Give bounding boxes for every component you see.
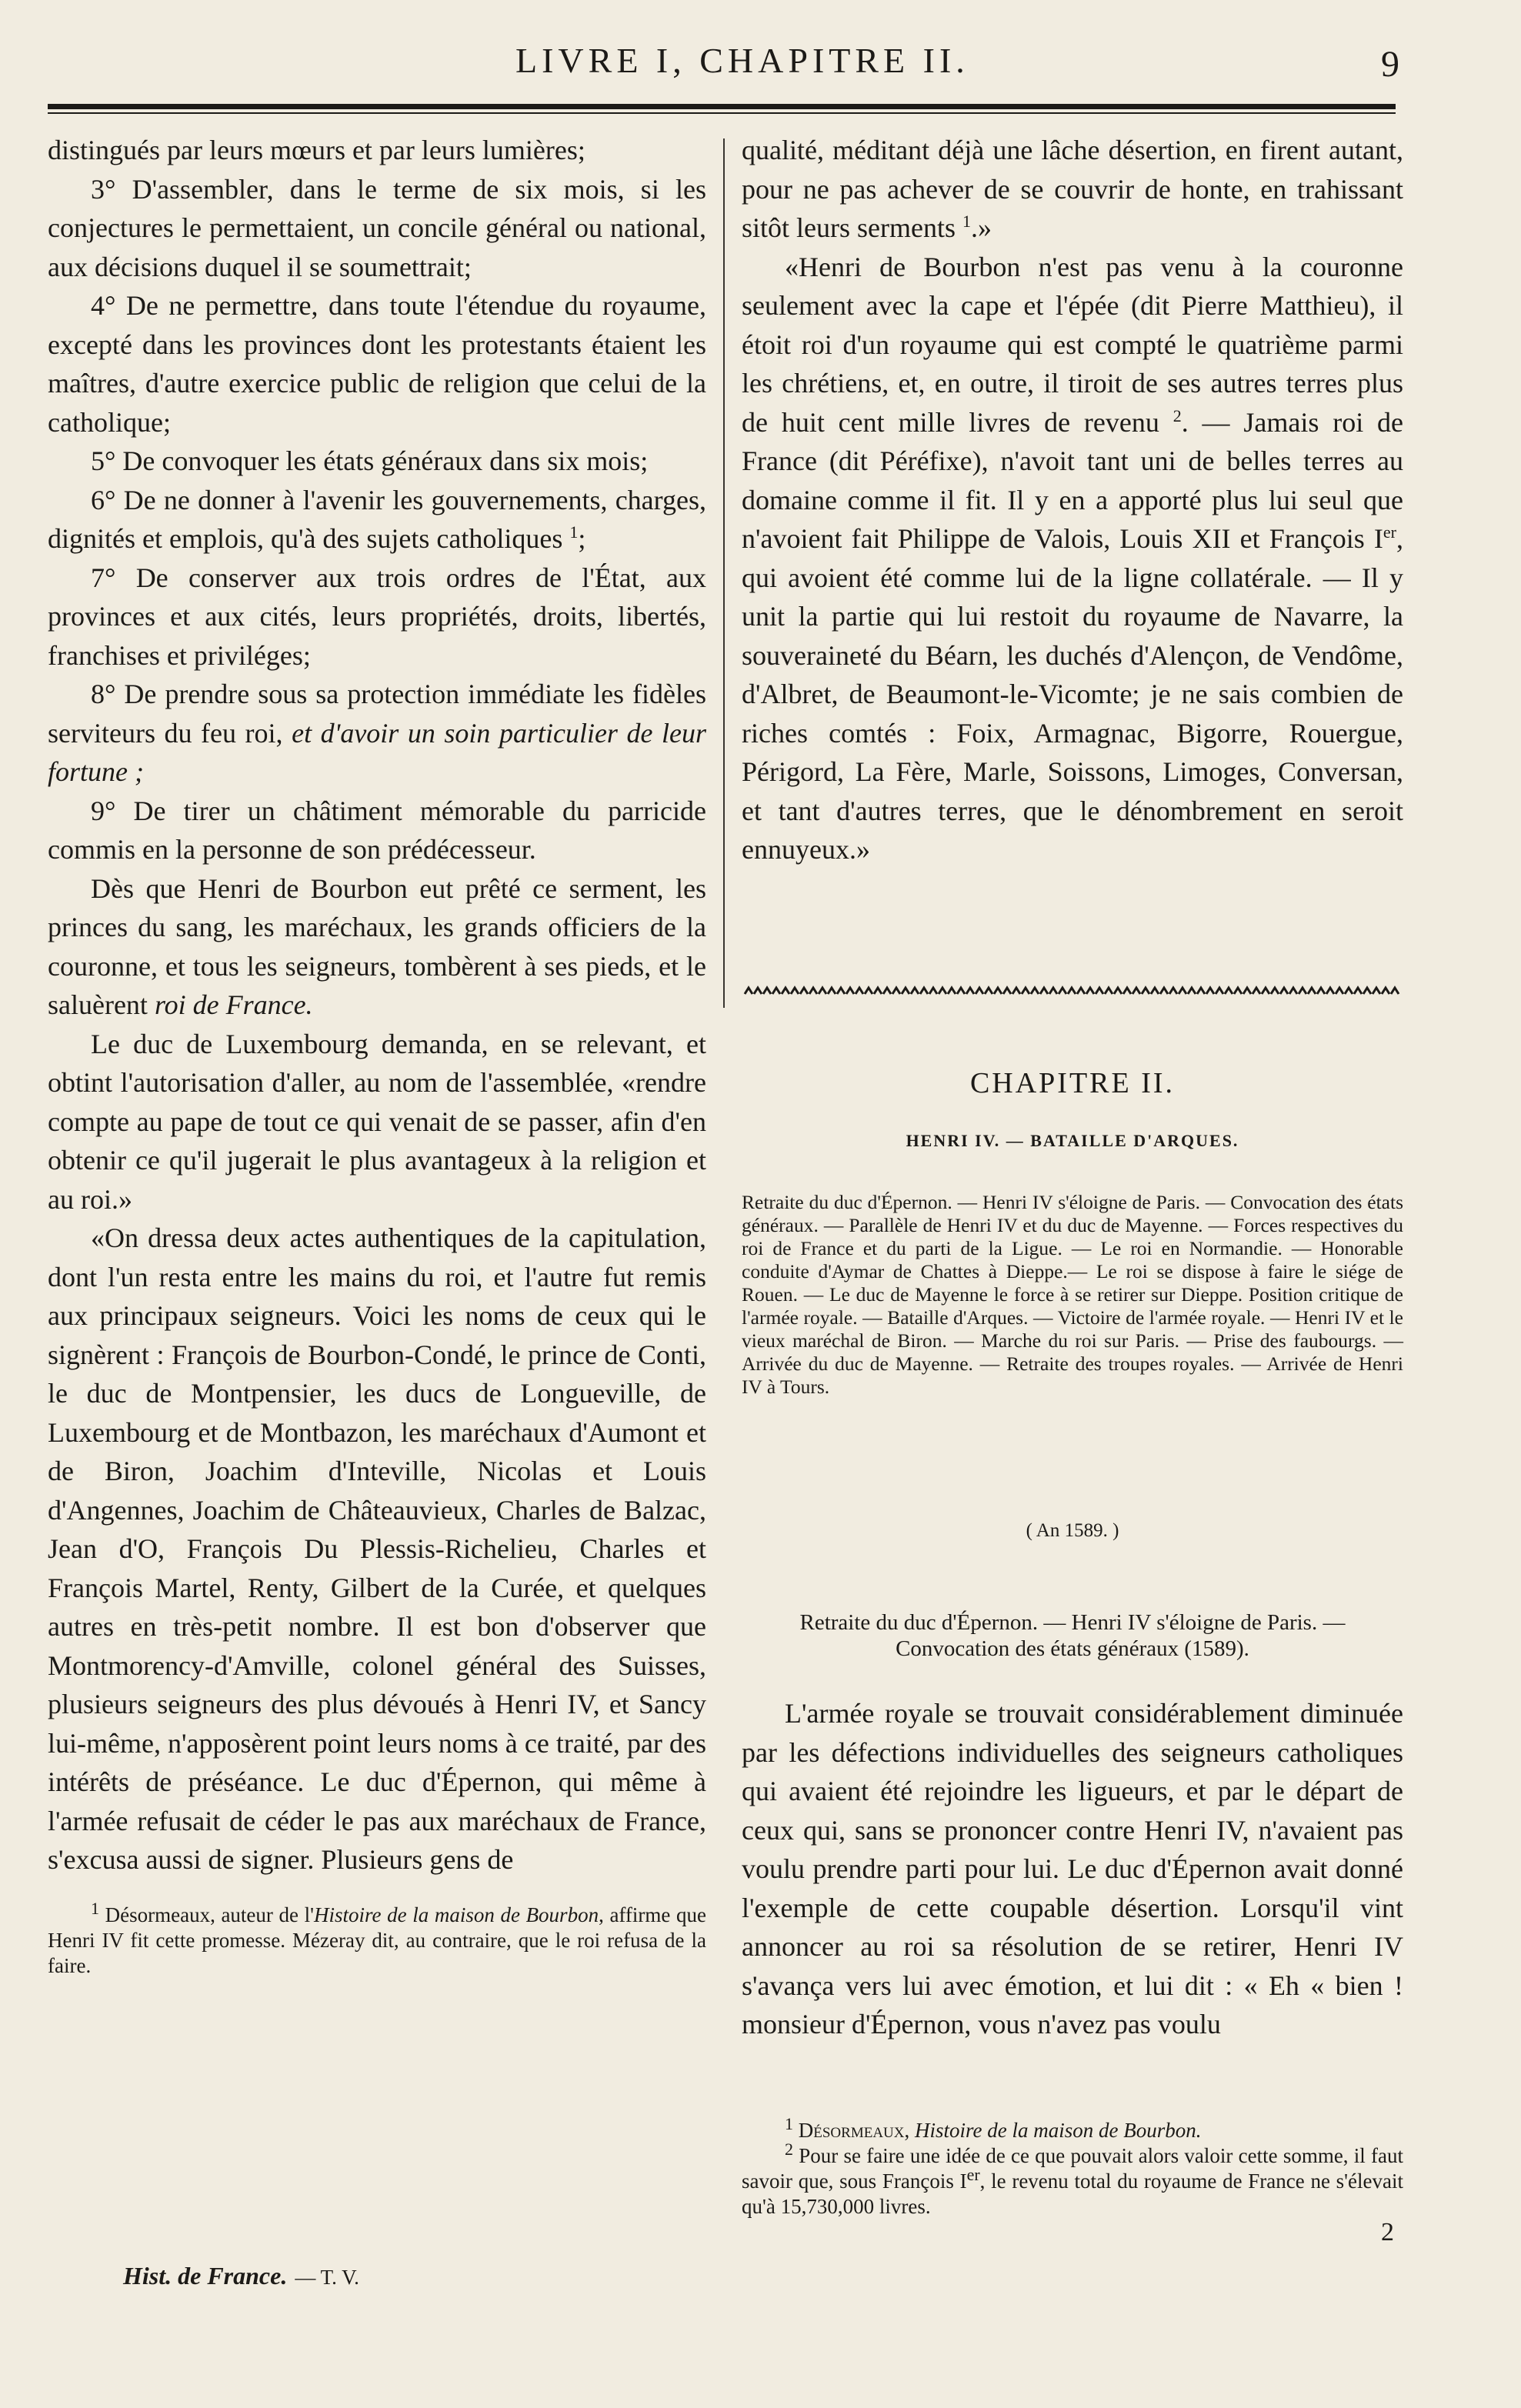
chapter-summary: Retraite du duc d'Épernon. — Henri IV s'éloigne de Paris. — Convocation des états généraux. — Parallèle de Henri IV et du duc de Mayenne. — Forces respectives du roi de France et du parti de la Ligue. — Le roi en Normandie. — Honorable conduite d'Aymar de Chattes à Dieppe.— Le roi se dispose à faire le siége de Rouen. — Le duc de Mayenne le force à se retirer sur Dieppe. Position critique de l'armée royale. — Bataille d'Arques. — Victoire de l'armée royale. — Henri IV et le vieux maréchal de Biron. — Marche du roi sur Paris. — Prise des faubourgs. — Arrivée du duc de Mayenne. — Retraite des troupes royales. — Arrivée de Henri IV à Tours.: [742, 1191, 1403, 1398]
ornament-mark: [920, 988, 928, 994]
ornament-mark: [1234, 988, 1242, 994]
ornament-mark: [1012, 988, 1020, 994]
footnote: [742, 2114, 1403, 2143]
left-column: [48, 131, 706, 1979]
ornament-mark: [1317, 988, 1325, 994]
ornament-mark: [837, 988, 845, 994]
paragraph-text: — Jamais roi de France (dit Péréfixe), n'avoit tant uni de belles terres au domaine comme il fit. Il y en a apporté plus lui seul que n'avoient fait Philippe de Valois, Louis XII et François I: [742, 406, 1404, 554]
ornament-mark: [1169, 988, 1177, 994]
ornament-mark: [819, 988, 826, 994]
paragraph: distingués par leurs mœurs et par leurs lumières;: [48, 135, 585, 165]
ornament-mark: [1326, 988, 1334, 994]
ornament-mark: [1049, 988, 1057, 994]
ornament-mark: [1040, 988, 1048, 994]
ornament-mark: [1059, 988, 1066, 994]
ornament-mark: [1206, 988, 1214, 994]
ornament-mark: [856, 988, 863, 994]
chapter-subtitle: HENRI IV. — BATAILLE D'ARQUES.: [906, 1131, 1239, 1150]
punctuation: ;: [578, 523, 586, 554]
footnote-marker: 1: [91, 1898, 99, 1918]
footnote-text: , affirme que Henri IV fit cette promesse. Mézeray dit, au contraire, que le roi refusa de la faire.: [48, 1903, 707, 1977]
paragraph-text: «Henri de Bourbon n'est pas venu à la couronne seulement avec la cape et l'épée (dit Pierre Matthieu), il étoit roi d'un royaume qui est compté le quatrième parmi les chrétiens, et, en outre, il tiroit de ses autres terres plus de huit cent mille livres de revenu: [742, 251, 1403, 438]
ornament-mark: [1068, 988, 1076, 994]
ornament-mark: [874, 988, 882, 994]
paragraph: 3° D'assembler, dans le terme de six mois, si les conjectures le permettaient, un concile général ou national, aux décisions duquel il se soumettrait;: [48, 173, 706, 282]
signature-volume: — T. V.: [295, 2266, 359, 2289]
paragraph: 9° De tirer un châtiment mémorable du parricide commis en la personne de son prédécesseur.: [48, 795, 706, 865]
footnote: [742, 2140, 1404, 2220]
paragraph-text: qualité, méditant déjà une lâche désertion, en firent autant, pour ne pas achever de se couvrir de honte, en trahissant sitôt leurs serments: [742, 135, 1403, 243]
section-heading-line: Retraite du duc d'Épernon. — Henri IV s'éloigne de Paris. —: [799, 1610, 1346, 1635]
ornament-mark: [1373, 988, 1380, 994]
section-heading-line: Convocation des états généraux (1589).: [896, 1636, 1249, 1661]
ornament-mark: [1225, 988, 1232, 994]
footnotes: [742, 2114, 1404, 2220]
chapter-title: CHAPITRE II.: [969, 1067, 1176, 1099]
ornament-mark: [892, 988, 900, 994]
ornament-mark: [1262, 988, 1269, 994]
ornament-mark: [1197, 988, 1205, 994]
punctuation: ,: [904, 2119, 915, 2142]
paragraph-text: , qui avoient été comme lui de la ligne collatérale. — Il y unit la partie qui lui restoit du royaume de Navarre, la souveraineté du Béarn, les duchés d'Alençon, de Vendôme, d'Albret, de Beaumont-le-Vicomte; je ne sais combien de riches comtés : Foix, Armagnac, Bigorre, Rouergue, Périgord, La Fère, Marle, Soissons, Limoges, Conversan, et tant d'autres terres, que le dénombrement en seroit ennuyeux.»: [742, 523, 1403, 865]
ornament-mark: [1105, 988, 1112, 994]
column-divider: [723, 138, 725, 1008]
paragraph-text: 8° De prendre sous sa protection immédiate les fidèles serviteurs du feu roi,: [48, 679, 706, 749]
ornament-mark: [1289, 988, 1297, 994]
ornament-mark: [745, 988, 752, 994]
ornament-mark: [966, 988, 974, 994]
ornament-mark: [772, 988, 780, 994]
ornament-mark: [902, 988, 909, 994]
right-column: [742, 131, 1403, 869]
ornament-mark: [1382, 988, 1389, 994]
ornament-mark: [1123, 988, 1131, 994]
chapter-date: ( An 1589. ): [1026, 1520, 1119, 1541]
footnote-italic: Histoire de la maison de Bourbon.: [914, 2119, 1202, 2142]
footnote-ref: 1: [962, 212, 971, 231]
ornament-mark: [1114, 988, 1122, 994]
ornament-mark: [1003, 988, 1011, 994]
ornament-mark: [1243, 988, 1251, 994]
ornament-mark: [763, 988, 771, 994]
footnote-ref: 1: [569, 522, 579, 542]
ornament-mark: [846, 988, 854, 994]
footnote-marker: 1: [785, 2114, 793, 2133]
ornament-mark: [939, 988, 946, 994]
ornamental-rule: [742, 983, 1403, 999]
signature-title: Hist. de France.: [123, 2262, 288, 2290]
ornament-mark: [1086, 988, 1094, 994]
ornament-mark: [782, 988, 789, 994]
ornament-mark: [957, 988, 965, 994]
paragraph: 5° De convoquer les états généraux dans six mois;: [91, 445, 649, 476]
italic-text: roi de France.: [154, 989, 313, 1020]
header-rule: [48, 104, 1396, 109]
ornament-mark: [948, 988, 956, 994]
ornament-mark: [1142, 988, 1149, 994]
ornament-mark: [865, 988, 872, 994]
paragraph: [48, 481, 706, 559]
ornament-mark: [911, 988, 919, 994]
footnote-text: Pour se faire une idée de ce que pouvait alors valoir cette somme, il faut savoir que, sous François I: [742, 2144, 1404, 2193]
paragraph: 7° De conserver aux trois ordres de l'État, aux provinces et aux cités, leurs propriétés, droits, libertés, franchises et priviléges;: [48, 562, 706, 671]
paragraph: «On dressa deux actes authentiques de la capitulation, dont l'un resta entre les mains du roi, et l'autre fut remis aux principaux seigneurs. Voici les noms de ceux qui le signèrent : François de Bourbon-Condé, le prince de Conti, le duc de Montpensier, les ducs de Longueville, de Luxembourg et de Montbazon, les maréchaux d'Aumont et de Biron, Joachim d'Inteville, Nicolas et Louis d'Angennes, Joachim de Châteauvieux, Charles de Balzac, Jean d'O, François Du Plessis-Richelieu, Charles et François Martel, Renty, Gilbert de la Curée, et quelques autres en très-petit nombre. Il est bon d'observer que Montmorency-d'Amville, colonel général des Suisses, plusieurs seigneurs des plus dévoués à Henri IV, et Sancy lui-même, n'apposèrent point leurs noms à ce traité, par des intérêts de préséance. Le duc d'Épernon, qui même à l'armée refusait de céder le pas aux maréchaux de France, s'excusa aussi de signer. Plusieurs gens de: [48, 1222, 706, 1875]
ornament-mark: [1308, 988, 1316, 994]
paragraph-text: 6° De ne donner à l'avenir les gouvernements, charges, dignités et emplois, qu'à des sujets catholiques: [48, 484, 706, 554]
footnote-marker: 2: [785, 2140, 793, 2159]
ornament-mark: [929, 988, 937, 994]
section-heading: [742, 1609, 1403, 1662]
page-number: 9: [1381, 44, 1399, 85]
ornament-mark: [883, 988, 891, 994]
chapter-body: L'armée royale se trouvait considérablement diminuée par les défections individuelles des seigneurs catholiques qui avaient été rejoindre les ligueurs, et par le départ de ceux qui, sans se prononcer contre Henri IV, n'avaient pas voulu prendre parti pour lui. Le duc d'Épernon avait donné l'exemple de cette coupable désertion. Lorsqu'il vint annoncer au roi sa résolution de se retirer, Henri IV s'avança vers lui avec émotion, et lui dit : « Eh « bien ! monsieur d'Épernon, vous n'avez pas voulu: [742, 1698, 1403, 2039]
ornament-mark: [1345, 988, 1353, 994]
footnote-text: Désormeaux, auteur de l': [105, 1903, 314, 1926]
paragraph: [742, 131, 1403, 248]
ornament-mark: [1271, 988, 1279, 994]
paragraph: 4° De ne permettre, dans toute l'étendue du royaume, excepté dans les provinces dont les protestants étaient les maîtres, d'autre exercice public de religion que celui de la catholique;: [48, 290, 706, 438]
italic-text: et d'avoir un soin particulier de leur fortune ;: [48, 717, 706, 787]
paragraph: [48, 869, 706, 1025]
footnote: [48, 1898, 707, 1979]
ornament-mark: [1299, 988, 1306, 994]
ornament-mark: [809, 988, 817, 994]
ornament-mark: [791, 988, 799, 994]
ornament-mark: [976, 988, 983, 994]
punctuation: .: [1181, 406, 1189, 438]
ornament-mark: [1252, 988, 1260, 994]
ornament-mark: [994, 988, 1002, 994]
ornament-mark: [1031, 988, 1039, 994]
running-head: LIVRE I, CHAPITRE II.: [515, 41, 969, 80]
ornament-mark: [1216, 988, 1223, 994]
ornament-mark: [1151, 988, 1159, 994]
footnote-italic: Histoire de la maison de Bourbon: [314, 1903, 599, 1926]
paragraph: [742, 248, 1403, 869]
ornament-mark: [1179, 988, 1186, 994]
punctuation: .»: [970, 212, 992, 243]
paragraph-text: Dès que Henri de Bourbon eut prêté ce serment, les princes du sang, les maréchaux, les grands officiers de la couronne, et tous les seigneurs, tombèrent à ses pieds, et le saluèrent: [48, 872, 706, 1020]
ornament-mark: [1077, 988, 1085, 994]
ornament-mark: [1132, 988, 1140, 994]
ornament-mark: [800, 988, 808, 994]
superscript: er: [1383, 522, 1396, 542]
ornament-mark: [1336, 988, 1343, 994]
ornament-mark: [1188, 988, 1196, 994]
ornament-mark: [754, 988, 762, 994]
paragraph: [48, 675, 706, 792]
ornament-mark: [1096, 988, 1103, 994]
ornament-mark: [828, 988, 836, 994]
ornament-mark: [1363, 988, 1371, 994]
ornament-mark: [1160, 988, 1168, 994]
signature-line: [123, 2262, 359, 2290]
signature-mark: 2: [1381, 2218, 1394, 2246]
footnote-author: Désormeaux: [798, 2119, 905, 2142]
ornament-mark: [1022, 988, 1029, 994]
footnote-ref: 2: [1172, 405, 1182, 425]
ornament-mark: [985, 988, 992, 994]
footnote-text: , le revenu total du royaume de France ne s'élevait qu'à 15,730,000 livres.: [742, 2170, 1403, 2218]
paragraph: Le duc de Luxembourg demanda, en se relevant, et obtint l'autorisation d'aller, au nom de l'assemblée, «rendre compte au pape de tout ce qui venait de se passer, afin d'en obtenir ce qu'il jugerait le plus avantageux à la religion et au roi.»: [48, 1028, 706, 1215]
ornament-mark: [1354, 988, 1362, 994]
ornament-mark: [1280, 988, 1288, 994]
superscript: er: [966, 2165, 980, 2184]
ornament-mark: [1391, 988, 1399, 994]
